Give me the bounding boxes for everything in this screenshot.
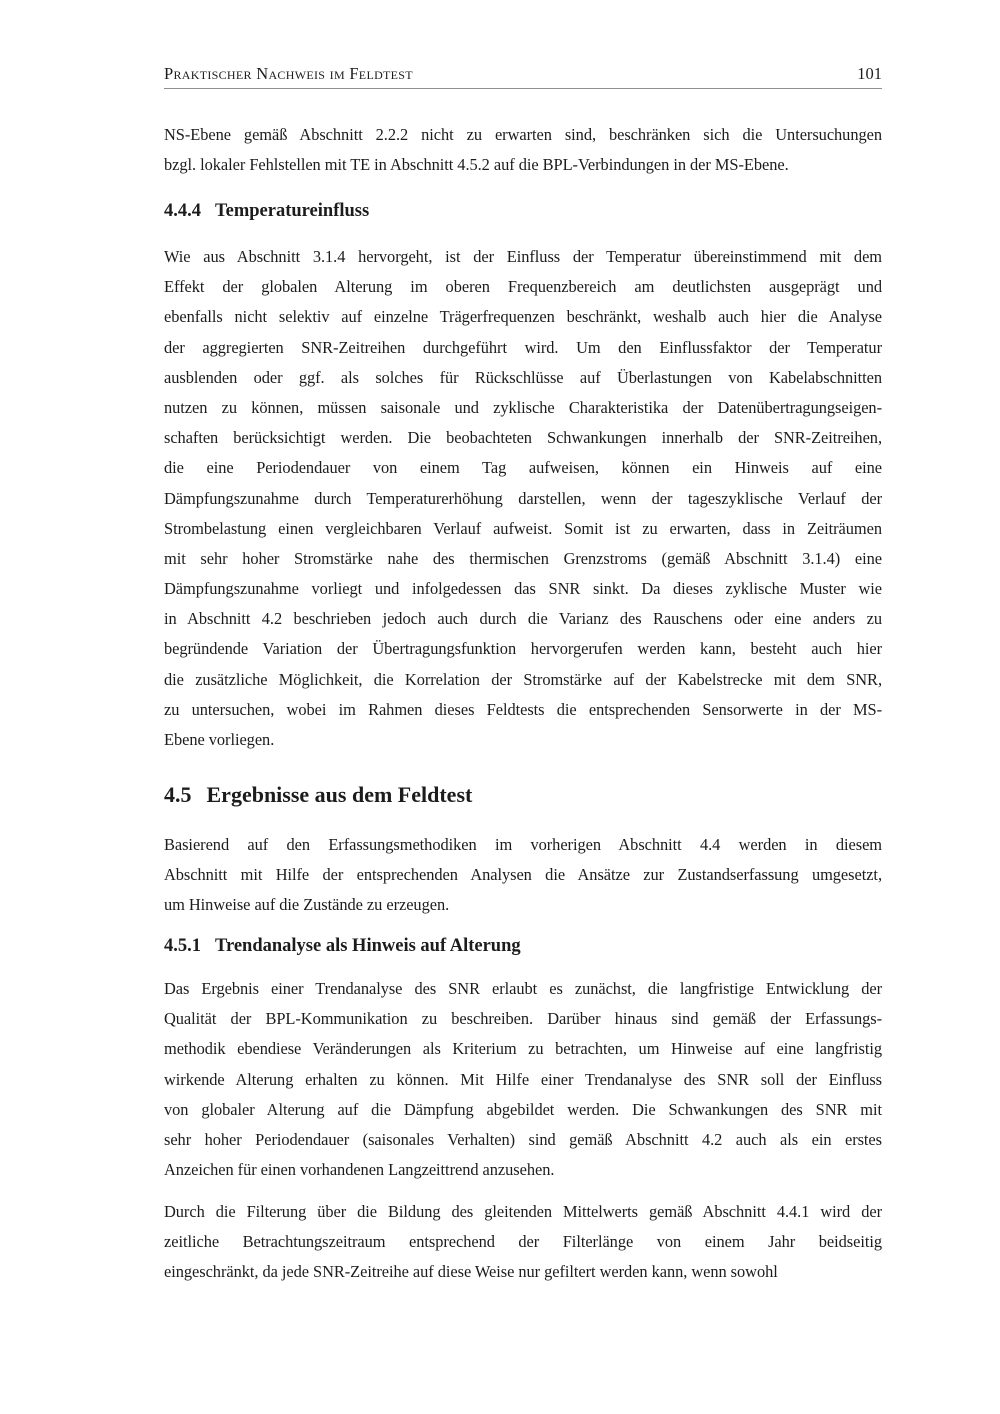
text-line: Qualität der BPL-Kommunikation zu beschreiben. Darüber hinaus sind gemäß der Erfassungs- [164,1009,882,1029]
section-title: Trendanalyse als Hinweis auf Alterung [215,936,521,956]
text-line: Durch die Filterung über die Bildung des gleitenden Mittelwerts gemäß Abschnitt 4.4.1 wird der [164,1202,882,1221]
text-line: von globaler Alterung auf die Dämpfung abgebildet werden. Die Schwankungen des SNR mit [164,1099,882,1119]
running-header [164,64,882,89]
text-line: ebenfalls nicht selektiv auf einzelne Trägerfrequenzen beschränkt, weshalb auch hier die Analyse [164,307,882,327]
text-line: die zusätzliche Möglichkeit, die Korrelation der Stromstärke auf der Kabelstrecke mit dem SNR, [164,669,882,689]
paragraph-filterung [164,1197,882,1288]
text-line: Wie aus Abschnitt 3.1.4 hervorgeht, ist der Einfluss der Temperatur übereinstimmend mit dem [164,247,882,266]
text-line: Ebene vorliegen. [164,730,275,749]
heading-4-5 [164,782,882,808]
text-line: zeitliche Betrachtungszeitraum entsprechend der Filterlänge von einem Jahr beidseitig [164,1232,882,1252]
paragraph-temperatureinfluss [164,242,882,755]
text-line: begründende Variation der Übertragungsfunktion hervorgerufen werden kann, besteht auch hier [164,639,882,659]
heading-4-5-1 [164,935,882,957]
text-line: Das Ergebnis einer Trendanalyse des SNR erlaubt es zunächst, die langfristige Entwicklung der [164,979,882,998]
text-line: schaften berücksichtigt werden. Die beobachteten Schwankungen innerhalb der SNR-Zeitreihen, [164,428,882,448]
text-line: Strombelastung einen vergleichbaren Verlauf aufweist. Somit ist zu erwarten, dass in Zeiträumen [164,518,882,538]
text-line: Abschnitt mit Hilfe der entsprechenden Analysen die Ansätze zur Zustandserfassung umgesetzt, [164,865,882,885]
text-line: bzgl. lokaler Fehlstellen mit TE in Abschnitt 4.5.2 auf die BPL-Verbindungen in der MS-Ebene. [164,155,789,175]
text-line: ausblenden oder ggf. als solches für Rückschlüsse auf Überlastungen von Kabelabschnitten [164,367,882,387]
text-line: eingeschränkt, da jede SNR-Zeitreihe auf diese Weise nur gefiltert werden kann, wenn sowohl [164,1262,778,1282]
text-line: der aggregierten SNR-Zeitreihen durchgeführt wird. Um den Einflussfaktor der Temperatur [164,337,882,357]
section-title: Temperatureinfluss [215,201,370,221]
text-line: Dämpfungszunahme vorliegt und infolgedessen das SNR sinkt. Da dieses zyklische Muster wie [164,579,882,599]
heading-4-4-4 [164,200,882,222]
text-line: in Abschnitt 4.2 beschrieben jedoch auch durch die Varianz des Rauschens oder eine anders zu [164,609,882,629]
text-line: mit sehr hoher Stromstärke nahe des thermischen Grenzstroms (gemäß Abschnitt 3.1.4) eine [164,548,882,568]
text-line: Dämpfungszunahme durch Temperaturerhöhung darstellen, wenn der tageszyklische Verlauf der [164,488,882,508]
paragraph-ergebnisse-intro [164,830,882,921]
text-line: Anzeichen für einen vorhandenen Langzeittrend anzusehen. [164,1160,555,1180]
text-line: zu untersuchen, wobei im Rahmen dieses Feldtests die entsprechenden Sensorwerte in der MS- [164,699,882,719]
text-line: wirkende Alterung erhalten zu können. Mit Hilfe einer Trendanalyse des SNR soll der Einfluss [164,1069,882,1089]
page-number: 101 [857,64,882,83]
section-title: Ergebnisse aus dem Feldtest [206,782,473,807]
text-line: um Hinweise auf die Zustände zu erzeugen. [164,895,450,915]
text-line: die eine Periodendauer von einem Tag aufweisen, können ein Hinweis auf eine [164,458,882,478]
text-line: sehr hoher Periodendauer (saisonales Verhalten) sind gemäß Abschnitt 4.2 auch als ein erstes [164,1129,882,1149]
paragraph-continuation [164,120,882,180]
text-line: NS-Ebene gemäß Abschnitt 2.2.2 nicht zu erwarten sind, beschränken sich die Untersuchungen [164,125,882,144]
running-header-title: Praktischer Nachweis im Feldtest [164,64,413,83]
section-number: 4.4.4 [164,201,201,221]
text-line: methodik ebendiese Veränderungen als Kriterium zu betrachten, um Hinweise auf eine langfristig [164,1039,882,1059]
text-line: nutzen zu können, müssen saisonale und zyklische Charakteristika der Datenübertragungseigen- [164,397,882,417]
text-line: Basierend auf den Erfassungsmethodiken im vorherigen Abschnitt 4.4 werden in diesem [164,835,882,854]
section-number: 4.5.1 [164,936,201,956]
paragraph-trendanalyse [164,974,882,1185]
text-line: Effekt der globalen Alterung im oberen Frequenzbereich am deutlichsten ausgeprägt und [164,277,882,297]
section-number: 4.5 [164,782,192,807]
